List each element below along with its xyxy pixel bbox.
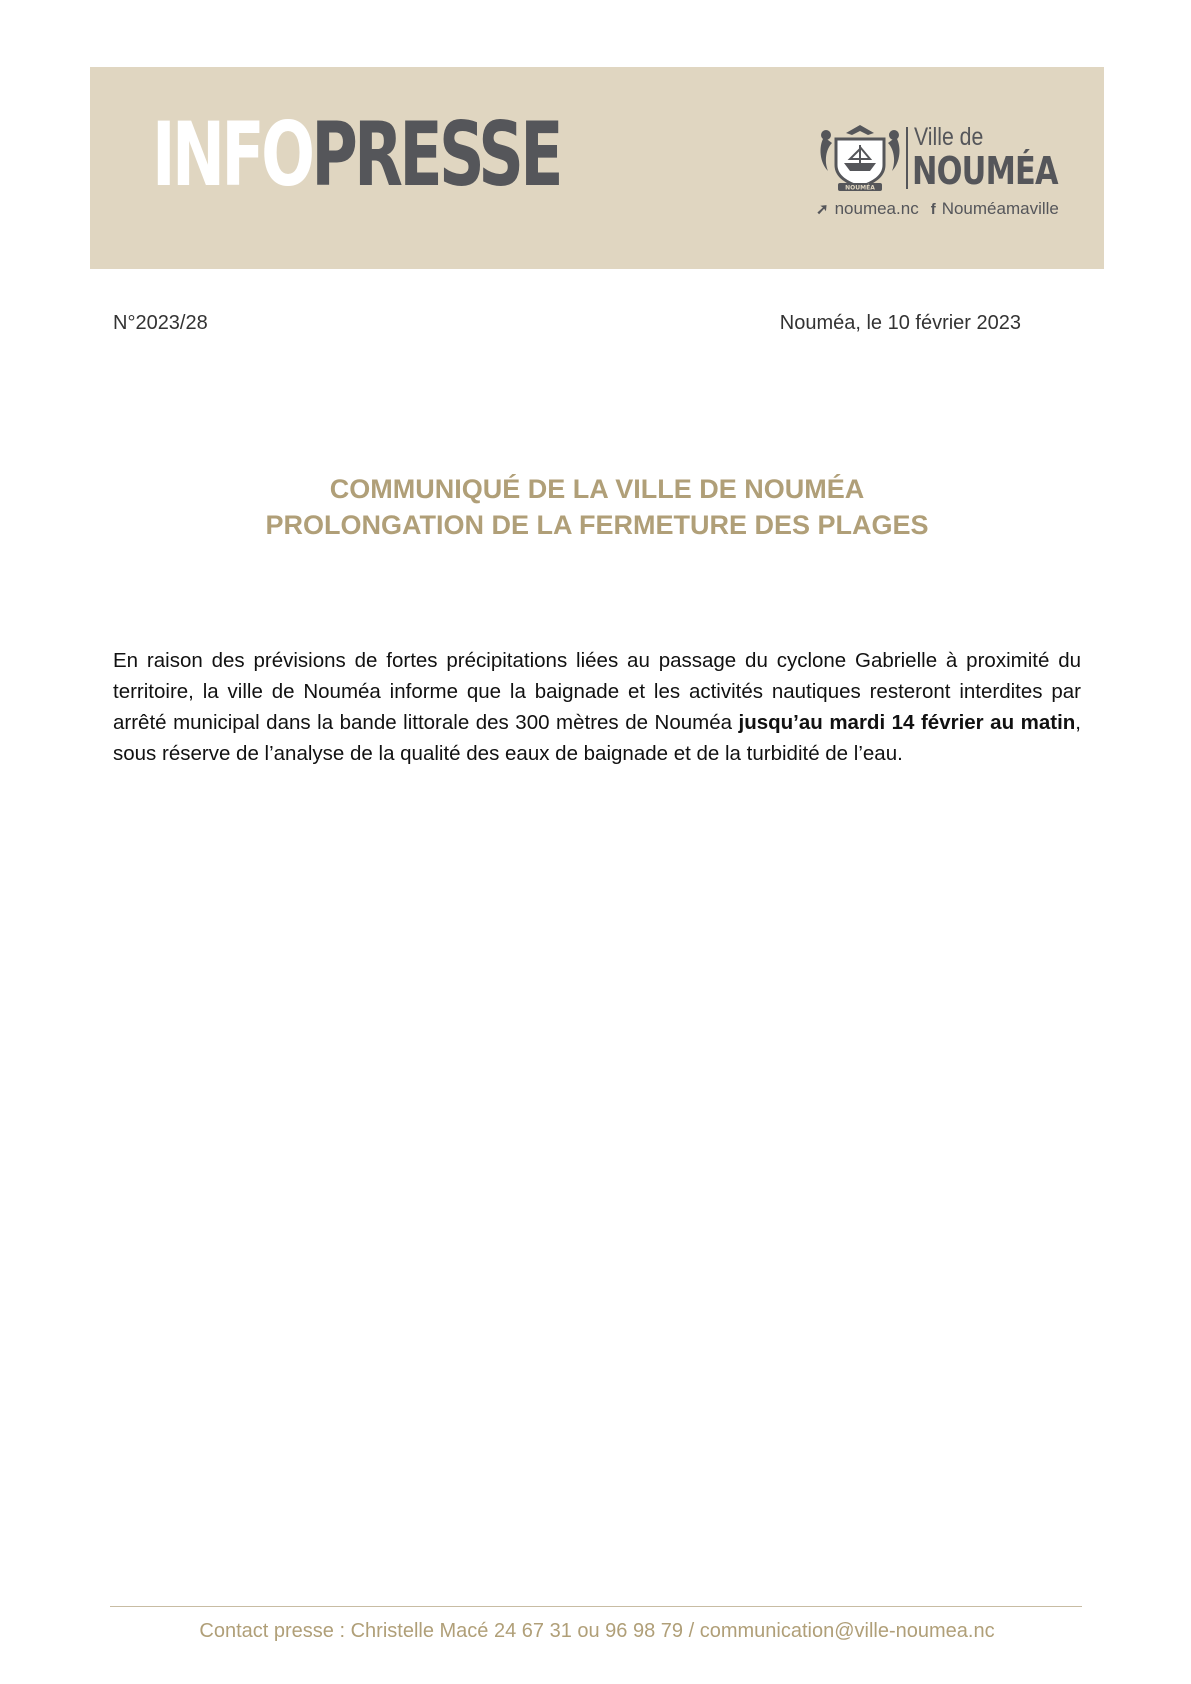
logo-ville-de: Ville de [914, 123, 984, 151]
footer-divider [110, 1606, 1082, 1607]
body-text-bold: jusqu’au mardi 14 février au matin [738, 711, 1076, 734]
title-presse: PRESSE [311, 103, 560, 206]
headline-line-2: PROLONGATION DE LA FERMETURE DES PLAGES [265, 510, 929, 540]
facebook-icon: f [930, 200, 936, 218]
arrow-icon: ➚ [816, 201, 829, 218]
logo-noumea: NOUMÉA [912, 149, 1058, 193]
crest-ribbon-text: NOUMÉA [845, 184, 875, 192]
body-text-start: En raison des prévisions de fortes précipitations liées au passage du cyclone Gabrielle à proximité du territoire, la ville de Nouméa informe que la baignade et les activités nautiques resteront interdites par arrêté municipal dans la bande littorale des 300 mètres de Nouméa [113, 649, 1081, 734]
title-info: INFO [152, 103, 312, 206]
body-paragraph [113, 645, 1081, 769]
headline-line-1: COMMUNIQUÉ DE LA VILLE DE NOUMÉA [329, 474, 865, 504]
ville-de-noumea-logo [816, 123, 1059, 223]
footer-contact: Contact presse : Christelle Macé 24 67 31 ou 96 98 79 / communication@ville-noumea.nc [199, 1620, 995, 1642]
header-banner [90, 67, 1104, 269]
facebook-link[interactable]: Nouméamaville [941, 199, 1059, 218]
logo-links [816, 199, 1059, 219]
logo-divider [906, 127, 908, 189]
noumea-crest-icon [816, 123, 904, 193]
body-text-end: , sous réserve de l’analyse de la qualité des eaux de baignade et de la turbidité de l’eau. [113, 711, 1081, 765]
press-release-number: N°2023/28 [113, 312, 208, 334]
website-link[interactable]: noumea.nc [834, 199, 919, 218]
info-presse-title [152, 103, 560, 206]
press-release-date: Nouméa, le 10 février 2023 [779, 312, 1021, 334]
